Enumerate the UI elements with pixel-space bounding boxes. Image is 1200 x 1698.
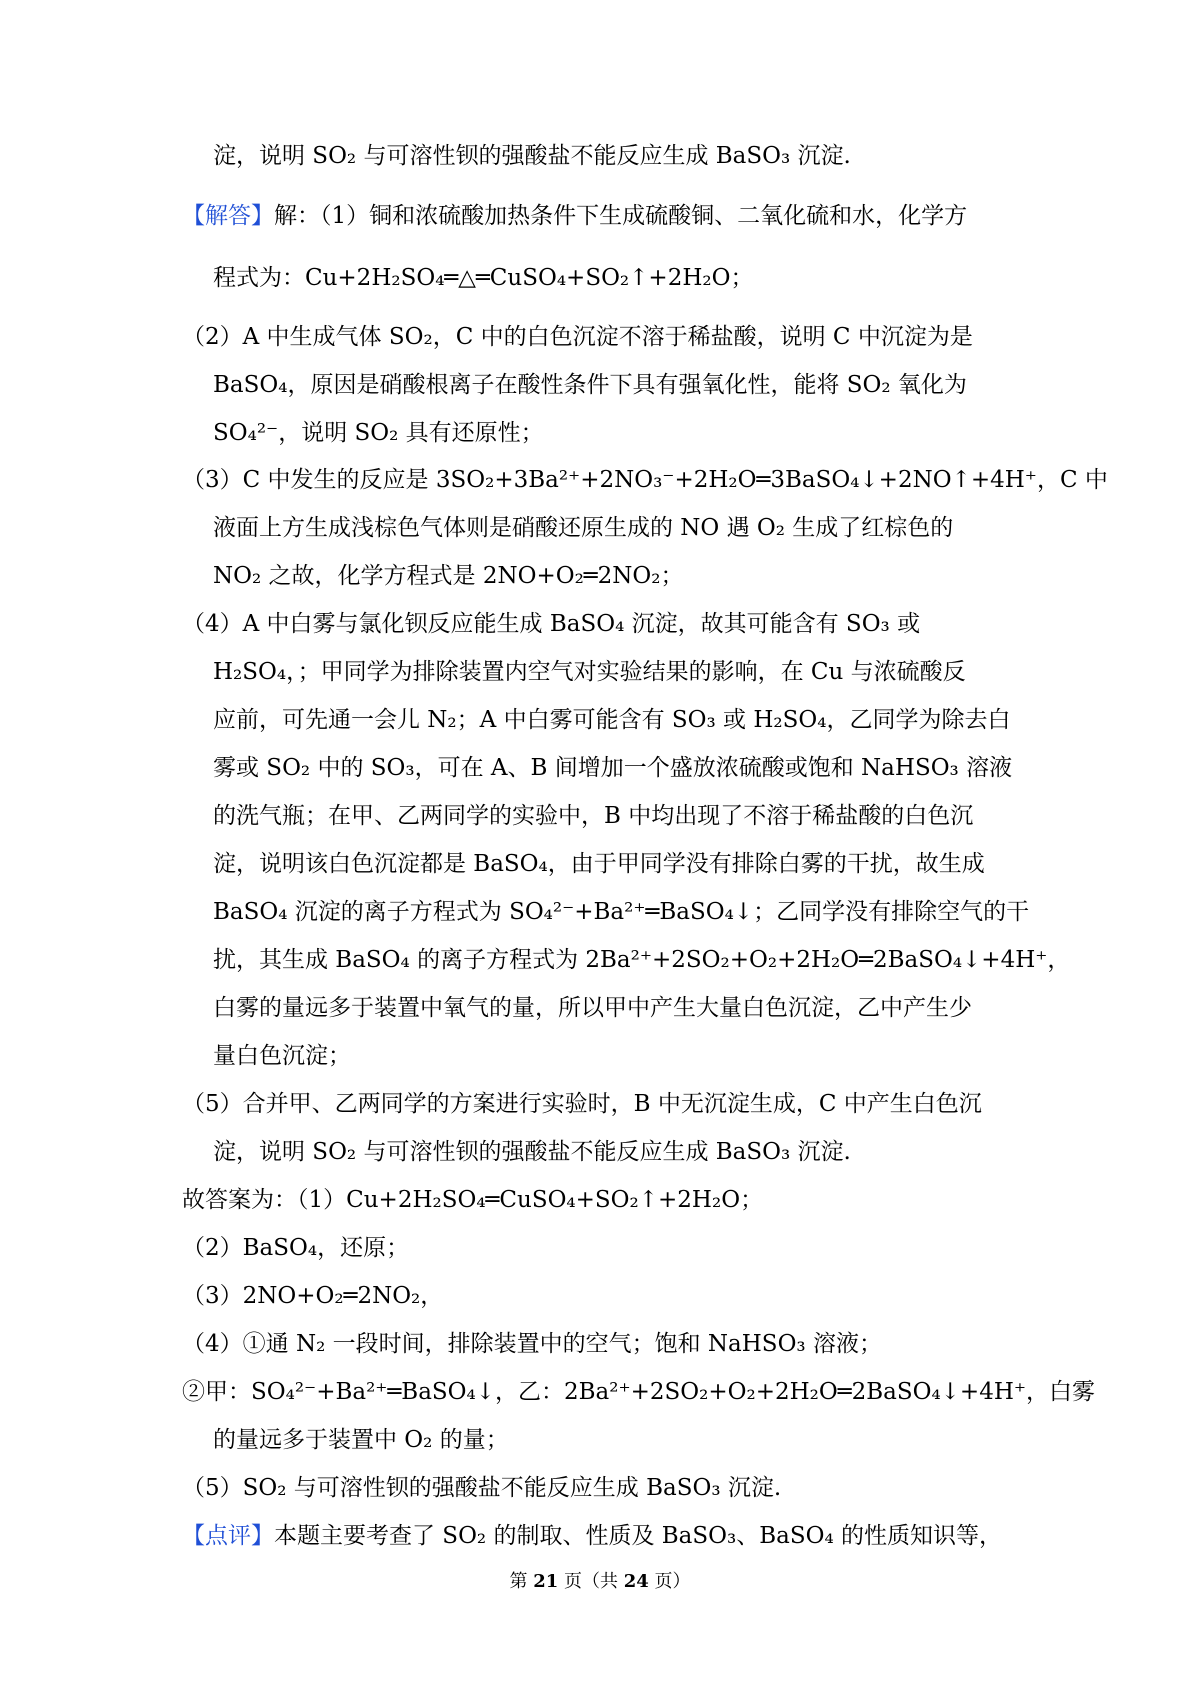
text-line-5: BaSO₄，原因是硝酸根离子在酸性条件下具有强氧化性，能将 SO₂ 氧化为 <box>213 372 967 398</box>
text-line-24: （3）2NO+O₂═2NO₂， <box>182 1283 444 1309</box>
text-line-22: 故答案为：（1）Cu+2H₂SO₄═CuSO₄+SO₂↑+2H₂O； <box>182 1187 764 1213</box>
text-line-27: 的量远多于装置中 O₂ 的量； <box>213 1427 509 1453</box>
text-line-10: （4）A 中白雾与氯化钡反应能生成 BaSO₄ 沉淀，故其可能含有 SO₃ 或 <box>182 611 921 637</box>
text-line-7: （3）C 中发生的反应是 3SO₂+3Ba²⁺+2NO₃⁻+2H₂O═3BaSO₄↓+2NO↑+4H⁺，C 中 <box>182 467 1108 493</box>
footer-suffix: 页） <box>648 1571 691 1592</box>
text-line-17: 扰，其生成 BaSO₄ 的离子方程式为 2Ba²⁺+2SO₂+O₂+2H₂O═2BaSO₄↓+4H⁺， <box>213 947 1071 973</box>
text-line-13: 雾或 SO₂ 中的 SO₃，可在 A、B 间增加一个盛放浓硫酸或饱和 NaHSO₃ 溶液 <box>213 755 1013 781</box>
text-line-3: 程式为：Cu+2H₂SO₄═△═CuSO₄+SO₂↑+2H₂O； <box>213 265 754 291</box>
footer-prefix: 第 <box>509 1571 534 1592</box>
text-line-9: NO₂ 之故，化学方程式是 2NO+O₂═2NO₂； <box>213 563 684 589</box>
text-content: 本题主要考查了 SO₂ 的制取、性质及 BaSO₃、BaSO₄ 的性质知识等， <box>274 1523 1002 1549</box>
text-line-12: 应前，可先通一会儿 N₂；A 中白雾可能含有 SO₃ 或 H₂SO₄，乙同学为除去白 <box>213 707 1011 733</box>
total-pages: 24 <box>623 1571 649 1592</box>
text-line-6: SO₄²⁻，说明 SO₂ 具有还原性； <box>213 420 544 446</box>
text-line-23: （2）BaSO₄，还原； <box>182 1235 410 1261</box>
section-label-comment: 【点评】 <box>182 1523 274 1549</box>
text-line-26: ②甲：SO₄²⁻+Ba²⁺═BaSO₄↓，乙：2Ba²⁺+2SO₂+O₂+2H₂O═2BaSO₄↓+4H⁺，白雾 <box>182 1379 1096 1405</box>
text-line-16: BaSO₄ 沉淀的离子方程式为 SO₄²⁻+Ba²⁺═BaSO₄↓；乙同学没有排除空气的干 <box>213 899 1030 925</box>
text-line-20: （5）合并甲、乙两同学的方案进行实验时，B 中无沉淀生成，C 中产生白色沉 <box>182 1091 982 1117</box>
text-line-14: 的洗气瓶；在甲、乙两同学的实验中，B 中均出现了不溶于稀盐酸的白色沉 <box>213 803 974 829</box>
footer-middle: 页（共 <box>558 1571 624 1592</box>
section-label-answer: 【解答】 <box>182 203 274 229</box>
solution-line <box>182 201 967 231</box>
text-line-8: 液面上方生成浅棕色气体则是硝酸还原生成的 NO 遇 O₂ 生成了红棕色的 <box>213 515 954 541</box>
text-content: 解：（1）铜和浓硫酸加热条件下生成硫酸铜、二氧化硫和水，化学方 <box>274 203 968 229</box>
text-line-25: （4）①通 N₂ 一段时间，排除装置中的空气；饱和 NaHSO₃ 溶液； <box>182 1331 882 1357</box>
text-line-28: （5）SO₂ 与可溶性钡的强酸盐不能反应生成 BaSO₃ 沉淀. <box>182 1475 782 1501</box>
text-line-19: 量白色沉淀； <box>213 1043 351 1069</box>
comment-line <box>182 1521 1002 1551</box>
text-line-18: 白雾的量远多于装置中氧气的量，所以甲中产生大量白色沉淀，乙中产生少 <box>213 995 972 1021</box>
page-number: 21 <box>533 1571 559 1592</box>
text-line-11: H₂SO₄，；甲同学为排除装置内空气对实验结果的影响，在 Cu 与浓硫酸反 <box>213 659 966 685</box>
text-line-4: （2）A 中生成气体 SO₂，C 中的白色沉淀不溶于稀盐酸，说明 C 中沉淀为是 <box>182 324 973 350</box>
text-line-15: 淀，说明该白色沉淀都是 BaSO₄，由于甲同学没有排除白雾的干扰，故生成 <box>213 851 985 877</box>
page-footer <box>0 1567 1200 1593</box>
text-line-1: 淀，说明 SO₂ 与可溶性钡的强酸盐不能反应生成 BaSO₃ 沉淀. <box>213 143 851 169</box>
text-line-21: 淀，说明 SO₂ 与可溶性钡的强酸盐不能反应生成 BaSO₃ 沉淀. <box>213 1139 851 1165</box>
